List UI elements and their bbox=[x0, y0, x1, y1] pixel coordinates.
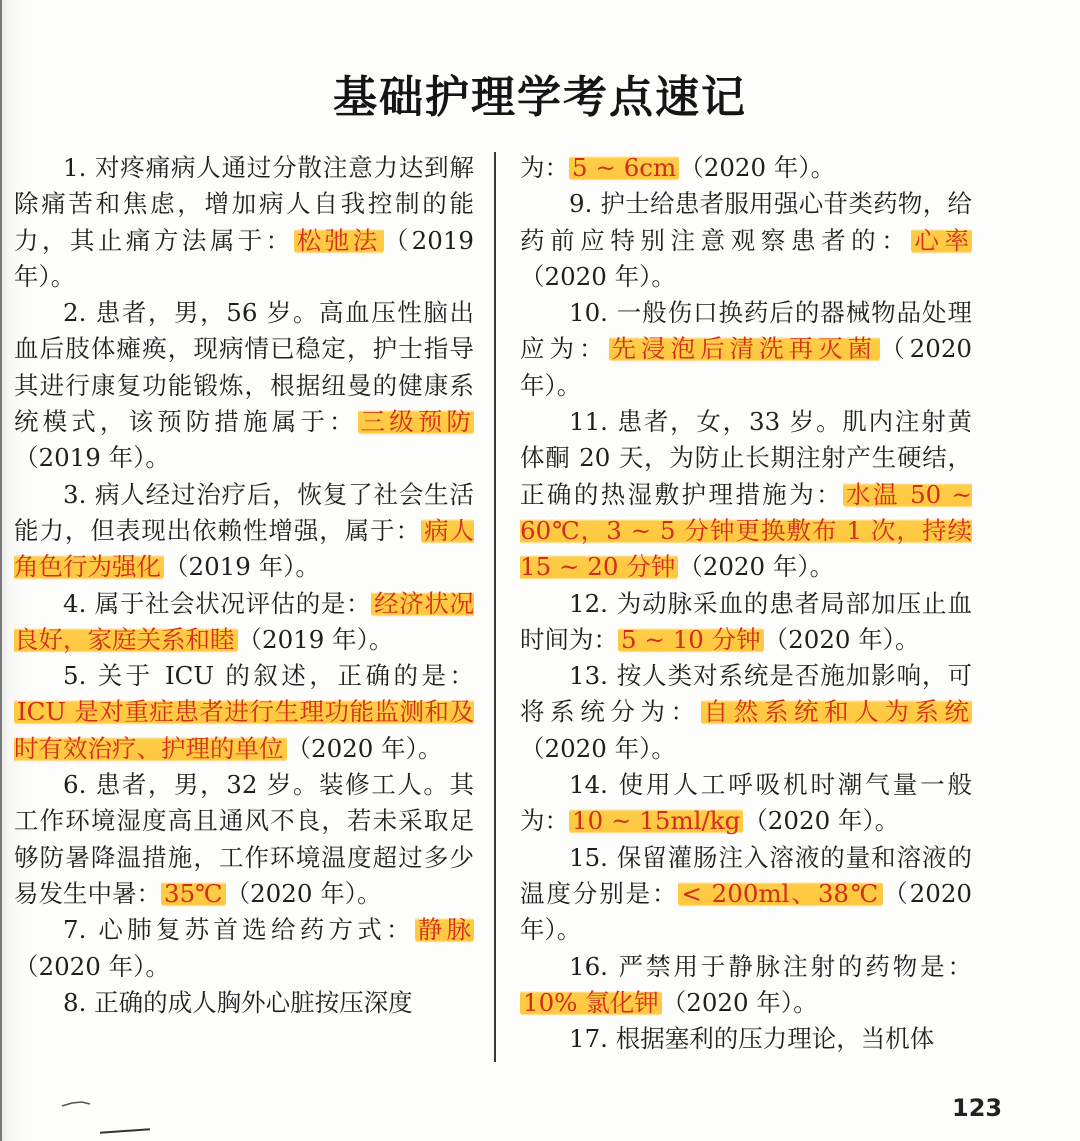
question-item bbox=[14, 586, 474, 659]
year-note: （2020 年）。 bbox=[520, 878, 972, 945]
question-item bbox=[14, 295, 474, 476]
highlighted-answer: 先浸泡后清洗再灭菌 bbox=[609, 334, 881, 363]
highlighted-answer: 10% 氯化钾 bbox=[520, 988, 662, 1017]
question-item bbox=[520, 295, 972, 404]
right-column bbox=[520, 150, 972, 1057]
question-text: 17. 根据塞利的压力理论，当机体 bbox=[569, 1024, 935, 1054]
question-text: 4. 属于社会状况评估的是： bbox=[63, 588, 372, 618]
column-divider bbox=[494, 152, 496, 1062]
year-note: （2020 年）。 bbox=[743, 806, 900, 836]
question-item bbox=[14, 150, 474, 295]
question-item bbox=[14, 767, 474, 912]
year-note: （2019 年）。 bbox=[164, 552, 320, 582]
question-text: 14. 使用人工呼吸机时潮气量一般为： bbox=[520, 770, 972, 836]
year-note: （2019 年）。 bbox=[237, 624, 394, 654]
highlighted-answer: 5 ~ 6cm bbox=[569, 153, 679, 182]
year-note: （2020 年）。 bbox=[678, 552, 835, 582]
question-item bbox=[520, 949, 972, 1022]
page-number: 123 bbox=[952, 1094, 1003, 1122]
left-column bbox=[14, 150, 474, 1021]
highlighted-answer: 三级预防 bbox=[358, 407, 474, 436]
year-note: （2020 年）。 bbox=[286, 733, 443, 763]
year-note: （2020 年）。 bbox=[520, 733, 676, 763]
highlighted-answer: 35℃ bbox=[161, 879, 226, 908]
question-item bbox=[14, 477, 474, 586]
year-note: （2020 年）。 bbox=[520, 261, 676, 291]
question-item bbox=[520, 658, 972, 767]
page-binding-edge bbox=[0, 0, 2, 1141]
question-text: 5. 关于 ICU 的叙述，正确的是： bbox=[63, 661, 474, 691]
highlighted-answer: 松弛法 bbox=[294, 226, 384, 255]
year-note: （2020 年）。 bbox=[520, 334, 973, 400]
question-text: 10. 一般伤口换药后的器械物品处理应为： bbox=[520, 298, 972, 364]
highlighted-answer: 静脉 bbox=[415, 915, 474, 944]
highlighted-answer: 病人角色行为强化 bbox=[14, 515, 475, 582]
year-note: （2020 年）。 bbox=[14, 951, 170, 981]
question-text: 1. 对疼痛病人通过分散注意力达到解除痛苦和焦虑，增加病人自我控制的能力，其止痛方法属于： bbox=[14, 153, 474, 255]
highlighted-answer: 10 ~ 15ml/kg bbox=[569, 806, 743, 835]
question-item bbox=[520, 1021, 972, 1057]
question-item bbox=[520, 586, 972, 659]
question-item bbox=[520, 186, 972, 295]
year-note: （2019 年）。 bbox=[14, 225, 475, 291]
year-note: （2020 年）。 bbox=[661, 987, 818, 1017]
question-text: 16. 严禁用于静脉注射的药物是： bbox=[569, 951, 972, 981]
question-item bbox=[14, 985, 474, 1021]
question-text: 为： bbox=[520, 153, 569, 182]
year-note: （2020 年）。 bbox=[763, 624, 920, 654]
question-item bbox=[14, 912, 474, 985]
question-text: 11. 患者，女，33 岁。肌内注射黄体酮 20 天，为防止长期注射产生硬结，正确的热湿敷护理措施为： bbox=[520, 407, 972, 509]
question-text: 9. 护士给患者服用强心苷类药物，给药前应特别注意观察患者的： bbox=[520, 189, 972, 255]
question-text: 8. 正确的成人胸外心脏按压深度 bbox=[63, 987, 413, 1017]
corner-mark bbox=[100, 1128, 150, 1133]
question-text: 15. 保留灌肠注入溶液的量和溶液的温度分别是： bbox=[520, 842, 972, 908]
highlighted-answer: < 200ml、38℃ bbox=[678, 879, 883, 908]
question-item bbox=[520, 840, 972, 949]
question-item bbox=[520, 767, 972, 840]
year-note: （2020 年）。 bbox=[679, 153, 836, 182]
highlighted-answer: 5 ~ 10 分钟 bbox=[618, 625, 764, 654]
highlighted-answer: 心率 bbox=[911, 226, 972, 255]
question-text: 13. 按人类对系统是否施加影响，可将系统分为： bbox=[520, 661, 972, 727]
question-text: 7. 心肺复苏首选给药方式： bbox=[63, 915, 415, 945]
question-item bbox=[520, 150, 972, 186]
question-item bbox=[520, 404, 972, 585]
highlighted-answer: 经济状况良好，家庭关系和睦 bbox=[14, 588, 474, 654]
highlighted-answer: 水温 50 ~ 60℃，3 ~ 5 分钟更换敷布 1 次，持续 15 ~ 20 分钟 bbox=[520, 479, 973, 582]
question-text: 6. 患者，男，32 岁。装修工人。其工作环境湿度高且通风不良，若未采取足够防暑降温措施，工作环境温度超过多少易发生中暑： bbox=[14, 770, 474, 908]
page-title: 基础护理学考点速记 bbox=[333, 72, 747, 124]
year-note: （2020 年）。 bbox=[225, 878, 382, 908]
question-text: 3. 病人经过治疗后，恢复了社会生活能力，但表现出依赖性增强，属于： bbox=[14, 479, 474, 545]
highlighted-answer: ICU 是对重症患者进行生理功能监测和及时有效治疗、护理的单位 bbox=[14, 697, 474, 763]
year-note: （2019 年）。 bbox=[14, 443, 170, 473]
question-text: 12. 为动脉采血的患者局部加压止血时间为： bbox=[520, 588, 972, 654]
pen-mark-icon bbox=[60, 1100, 120, 1108]
question-text: 2. 患者，男，56 岁。高血压性脑出血后肢体瘫痪，现病情已稳定，护士指导其进行康复功能锻炼，根据纽曼的健康系统模式，该预防措施属于： bbox=[14, 298, 474, 437]
highlighted-answer: 自然系统和人为系统 bbox=[701, 697, 972, 726]
question-item bbox=[14, 658, 474, 767]
